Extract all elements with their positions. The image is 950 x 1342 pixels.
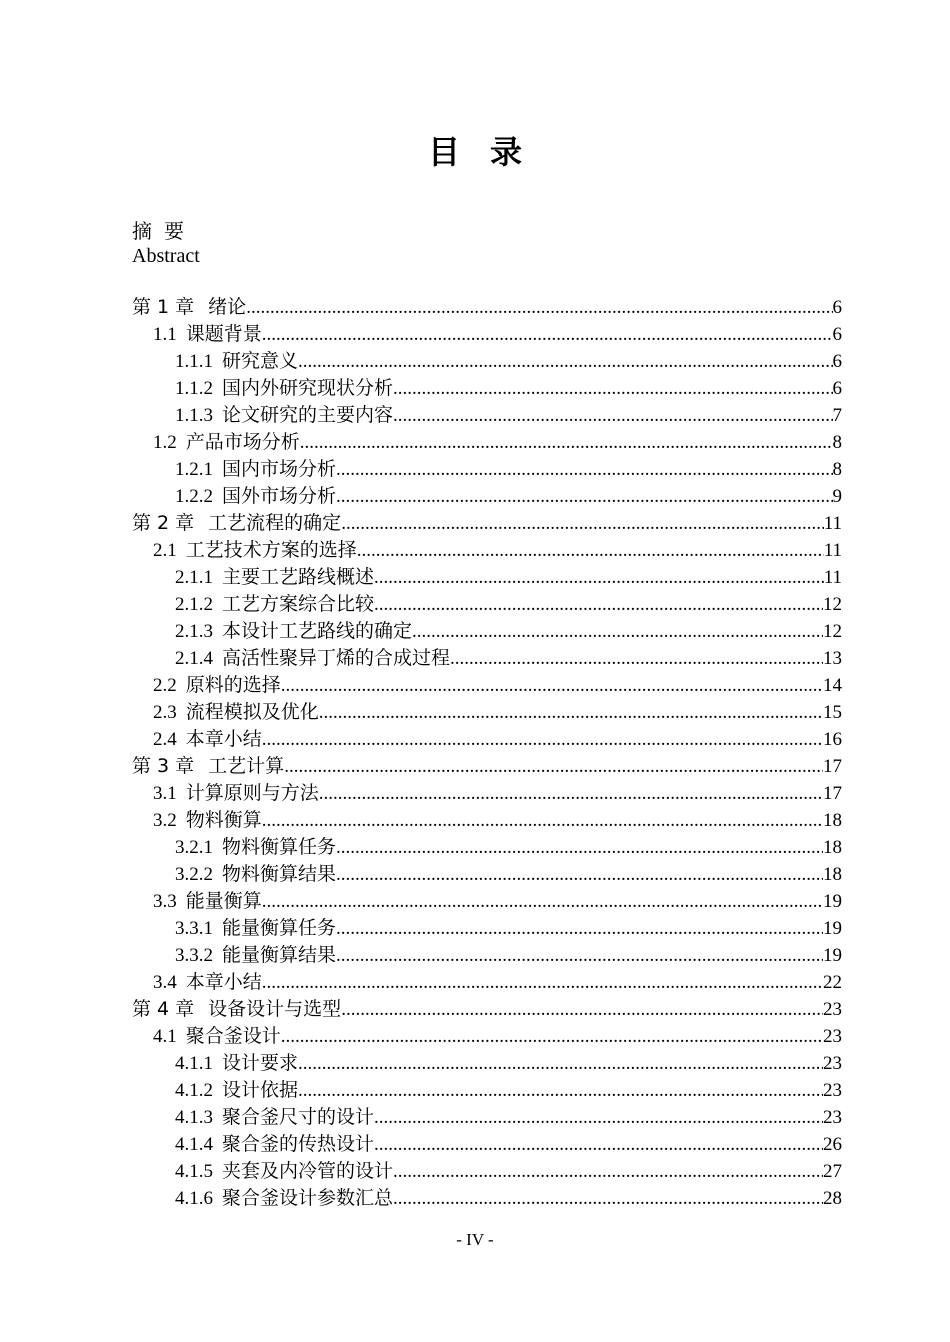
toc-entry[interactable] bbox=[132, 429, 842, 456]
toc-entry-label: 国内外研究现状分析 bbox=[222, 377, 394, 399]
toc-entry-number: 2.1.4 bbox=[175, 648, 213, 669]
toc-entry-number: 2.1.3 bbox=[175, 621, 213, 642]
toc-dot-leader bbox=[319, 699, 823, 726]
toc-dot-leader bbox=[357, 537, 824, 564]
page-number-footer: - IV - bbox=[456, 1230, 494, 1249]
toc-dot-leader bbox=[412, 618, 823, 645]
toc-entry-page: 23 bbox=[823, 1053, 842, 1074]
toc-dot-leader bbox=[298, 348, 832, 375]
toc-dot-leader bbox=[374, 591, 823, 618]
toc-entry[interactable] bbox=[132, 969, 842, 996]
toc-entry[interactable] bbox=[132, 726, 842, 753]
toc-entry-page: 6 bbox=[832, 378, 842, 399]
toc-entry-number: 2.4 bbox=[153, 729, 177, 750]
toc-entry-number: 1.1 bbox=[153, 324, 177, 345]
toc-entry-page: 17 bbox=[823, 756, 842, 777]
toc-entry-label: 物料衡算任务 bbox=[222, 836, 337, 858]
toc-entry-label: 课题背景 bbox=[185, 323, 262, 345]
toc-entry[interactable] bbox=[132, 1050, 842, 1077]
toc-entry[interactable] bbox=[132, 780, 842, 807]
toc-entry-page: 11 bbox=[823, 513, 842, 534]
toc-dot-leader bbox=[246, 294, 832, 321]
toc-dot-leader bbox=[281, 672, 823, 699]
toc-entry[interactable] bbox=[132, 348, 842, 375]
toc-entry-label: 夹套及内冷管的设计 bbox=[222, 1160, 394, 1182]
toc-entry-number: 3.2.2 bbox=[175, 864, 213, 885]
toc-entry-number: 3.4 bbox=[153, 972, 177, 993]
toc-dot-leader bbox=[281, 1023, 823, 1050]
toc-entry-number: 3.2 bbox=[153, 810, 177, 831]
toc-entry[interactable] bbox=[132, 537, 842, 564]
toc-entry-label: 本设计工艺路线的确定 bbox=[222, 620, 413, 642]
toc-entry-number: 2.3 bbox=[153, 702, 177, 723]
toc-entry-number: 3.3 bbox=[153, 891, 177, 912]
toc-entry-label: 工艺计算 bbox=[208, 755, 285, 777]
toc-dot-leader bbox=[393, 1185, 823, 1212]
toc-entry-page: 6 bbox=[832, 324, 842, 345]
toc-entry-page: 27 bbox=[823, 1161, 842, 1182]
toc-dot-leader bbox=[336, 456, 832, 483]
toc-entry-number: 第 2 章 bbox=[132, 512, 195, 534]
toc-entry-number: 1.2 bbox=[153, 432, 177, 453]
toc-entry[interactable] bbox=[132, 645, 842, 672]
toc-entry-page: 23 bbox=[823, 1080, 842, 1101]
toc-entry-number: 4.1.1 bbox=[175, 1053, 213, 1074]
toc-entry[interactable] bbox=[132, 375, 842, 402]
toc-entry-label: 本章小结 bbox=[185, 728, 262, 750]
toc-entry-page: 14 bbox=[823, 675, 842, 696]
front-matter-abstract-cn[interactable]: 摘要 bbox=[132, 219, 196, 243]
toc-entry[interactable] bbox=[132, 861, 842, 888]
toc-entry-page: 23 bbox=[823, 1107, 842, 1128]
toc-dot-leader bbox=[262, 726, 823, 753]
toc-entry[interactable] bbox=[132, 915, 842, 942]
toc-entry[interactable] bbox=[132, 1077, 842, 1104]
toc-entry-number: 第 4 章 bbox=[132, 998, 195, 1020]
toc-entry-label: 本章小结 bbox=[185, 971, 262, 993]
toc-entry-label: 聚合釜设计 bbox=[185, 1025, 281, 1047]
toc-entry-label: 国外市场分析 bbox=[222, 485, 337, 507]
toc-entry-number: 4.1.5 bbox=[175, 1161, 213, 1182]
toc-entry-number: 4.1.3 bbox=[175, 1107, 213, 1128]
toc-entry[interactable] bbox=[132, 807, 842, 834]
toc-entry-page: 22 bbox=[823, 972, 842, 993]
toc-entry-label: 聚合釜的传热设计 bbox=[222, 1133, 375, 1155]
toc-entry-page: 18 bbox=[823, 837, 842, 858]
toc-entry[interactable] bbox=[132, 483, 842, 510]
toc-entry[interactable] bbox=[132, 672, 842, 699]
toc-entry-label: 工艺流程的确定 bbox=[208, 512, 342, 534]
toc-entry-page: 11 bbox=[823, 540, 842, 561]
toc-entry[interactable] bbox=[132, 402, 842, 429]
toc-entry-number: 3.3.2 bbox=[175, 945, 213, 966]
toc-entry-number: 4.1.2 bbox=[175, 1080, 213, 1101]
toc-entry-page: 9 bbox=[832, 486, 842, 507]
toc-entry-label: 设计依据 bbox=[222, 1079, 299, 1101]
toc-entry[interactable] bbox=[132, 564, 842, 591]
toc-entry-page: 8 bbox=[832, 432, 842, 453]
toc-entry-page: 19 bbox=[823, 918, 842, 939]
toc-entry-page: 6 bbox=[832, 297, 842, 318]
toc-dot-leader bbox=[336, 483, 832, 510]
toc-entry[interactable] bbox=[132, 888, 842, 915]
toc-dot-leader bbox=[300, 429, 833, 456]
toc-entry-page: 16 bbox=[823, 729, 842, 750]
toc-entry-label: 高活性聚异丁烯的合成过程 bbox=[222, 647, 451, 669]
toc-entry[interactable] bbox=[132, 996, 842, 1023]
page-title: 目录 bbox=[427, 133, 552, 171]
toc-dot-leader bbox=[298, 1050, 823, 1077]
toc-entry-label: 产品市场分析 bbox=[185, 431, 300, 453]
toc-entry-number: 2.1 bbox=[153, 540, 177, 561]
toc-entry-number: 2.1.2 bbox=[175, 594, 213, 615]
toc-entry-number: 1.1.1 bbox=[175, 351, 213, 372]
toc-dot-leader bbox=[341, 996, 823, 1023]
toc-entry-label: 论文研究的主要内容 bbox=[222, 404, 394, 426]
toc-entry[interactable] bbox=[132, 618, 842, 645]
toc-entry-number: 1.1.3 bbox=[175, 405, 213, 426]
toc-entry[interactable] bbox=[132, 456, 842, 483]
toc-entry-number: 1.1.2 bbox=[175, 378, 213, 399]
toc-entry[interactable] bbox=[132, 1131, 842, 1158]
toc-entry[interactable] bbox=[132, 1104, 842, 1131]
toc-dot-leader bbox=[262, 888, 823, 915]
toc-entry-label: 设计要求 bbox=[222, 1052, 299, 1074]
toc-entry-number: 1.2.1 bbox=[175, 459, 213, 480]
toc-entry-label: 聚合釜设计参数汇总 bbox=[222, 1187, 394, 1209]
toc-entry[interactable] bbox=[132, 294, 842, 321]
toc-dot-leader bbox=[336, 915, 823, 942]
toc-dot-leader bbox=[393, 375, 832, 402]
toc-entry-label: 物料衡算 bbox=[185, 809, 262, 831]
toc-entry-number: 第 3 章 bbox=[132, 755, 195, 777]
toc-entry-page: 7 bbox=[832, 405, 842, 426]
toc-entry-page: 28 bbox=[823, 1188, 842, 1209]
toc-entry-label: 工艺方案综合比较 bbox=[222, 593, 375, 615]
toc-dot-leader bbox=[450, 645, 823, 672]
toc-entry[interactable] bbox=[132, 753, 842, 780]
toc-entry-number: 3.3.1 bbox=[175, 918, 213, 939]
toc-dot-leader bbox=[336, 861, 823, 888]
toc-dot-leader bbox=[298, 1077, 823, 1104]
toc-dot-leader bbox=[336, 942, 823, 969]
toc-entry-page: 15 bbox=[823, 702, 842, 723]
toc-entry-label: 研究意义 bbox=[222, 350, 299, 372]
toc-entry-page: 17 bbox=[823, 783, 842, 804]
toc-entry-label: 能量衡算结果 bbox=[222, 944, 337, 966]
toc-entry-page: 12 bbox=[823, 594, 842, 615]
toc-entry-label: 国内市场分析 bbox=[222, 458, 337, 480]
toc-dot-leader bbox=[374, 1131, 823, 1158]
toc-entry[interactable] bbox=[132, 1185, 842, 1212]
toc-dot-leader bbox=[374, 564, 824, 591]
toc-entry-label: 能量衡算任务 bbox=[222, 917, 337, 939]
toc-entry-page: 6 bbox=[832, 351, 842, 372]
toc-entry-page: 19 bbox=[823, 945, 842, 966]
toc-entry-page: 26 bbox=[823, 1134, 842, 1155]
toc-dot-leader bbox=[336, 834, 823, 861]
toc-entry[interactable] bbox=[132, 1158, 842, 1185]
toc-entry[interactable] bbox=[132, 321, 842, 348]
toc-entry-label: 绪论 bbox=[208, 296, 247, 318]
toc-entry-page: 18 bbox=[823, 864, 842, 885]
toc-dot-leader bbox=[341, 510, 824, 537]
toc-entry-label: 物料衡算结果 bbox=[222, 863, 337, 885]
toc-entry-number: 1.2.2 bbox=[175, 486, 213, 507]
toc-entry-number: 2.1.1 bbox=[175, 567, 213, 588]
toc-entry-page: 8 bbox=[832, 459, 842, 480]
toc-dot-leader bbox=[393, 402, 832, 429]
toc-entry-label: 聚合釜尺寸的设计 bbox=[222, 1106, 375, 1128]
toc-entry-label: 计算原则与方法 bbox=[185, 782, 319, 804]
toc-entry-number: 2.2 bbox=[153, 675, 177, 696]
toc-entry-page: 23 bbox=[823, 1026, 842, 1047]
toc-dot-leader bbox=[393, 1158, 823, 1185]
toc-dot-leader bbox=[262, 969, 823, 996]
toc-entry[interactable] bbox=[132, 942, 842, 969]
toc-dot-leader bbox=[262, 807, 823, 834]
toc-entry[interactable] bbox=[132, 591, 842, 618]
front-matter-abstract-en[interactable]: Abstract bbox=[132, 245, 200, 267]
toc-entry-page: 12 bbox=[823, 621, 842, 642]
toc-entry[interactable] bbox=[132, 834, 842, 861]
toc-entry-label: 原料的选择 bbox=[185, 674, 281, 696]
toc-entry-page: 19 bbox=[823, 891, 842, 912]
toc-entry-number: 4.1.4 bbox=[175, 1134, 213, 1155]
toc-dot-leader bbox=[319, 780, 823, 807]
toc-entry-label: 主要工艺路线概述 bbox=[222, 566, 375, 588]
toc-dot-leader bbox=[284, 753, 823, 780]
table-of-contents bbox=[132, 294, 842, 1212]
toc-entry-number: 4.1.6 bbox=[175, 1188, 213, 1209]
toc-entry[interactable] bbox=[132, 1023, 842, 1050]
toc-entry-number: 3.1 bbox=[153, 783, 177, 804]
toc-entry-label: 能量衡算 bbox=[185, 890, 262, 912]
toc-dot-leader bbox=[262, 321, 833, 348]
toc-entry-page: 11 bbox=[823, 567, 842, 588]
toc-entry-page: 13 bbox=[823, 648, 842, 669]
toc-entry-page: 23 bbox=[823, 999, 842, 1020]
toc-entry-label: 流程模拟及优化 bbox=[185, 701, 319, 723]
toc-entry-number: 第 1 章 bbox=[132, 296, 195, 318]
toc-dot-leader bbox=[374, 1104, 823, 1131]
toc-entry-label: 设备设计与选型 bbox=[208, 998, 342, 1020]
toc-entry-page: 18 bbox=[823, 810, 842, 831]
toc-entry-number: 3.2.1 bbox=[175, 837, 213, 858]
toc-entry-label: 工艺技术方案的选择 bbox=[185, 539, 357, 561]
toc-entry[interactable] bbox=[132, 510, 842, 537]
toc-entry-number: 4.1 bbox=[153, 1026, 177, 1047]
toc-entry[interactable] bbox=[132, 699, 842, 726]
